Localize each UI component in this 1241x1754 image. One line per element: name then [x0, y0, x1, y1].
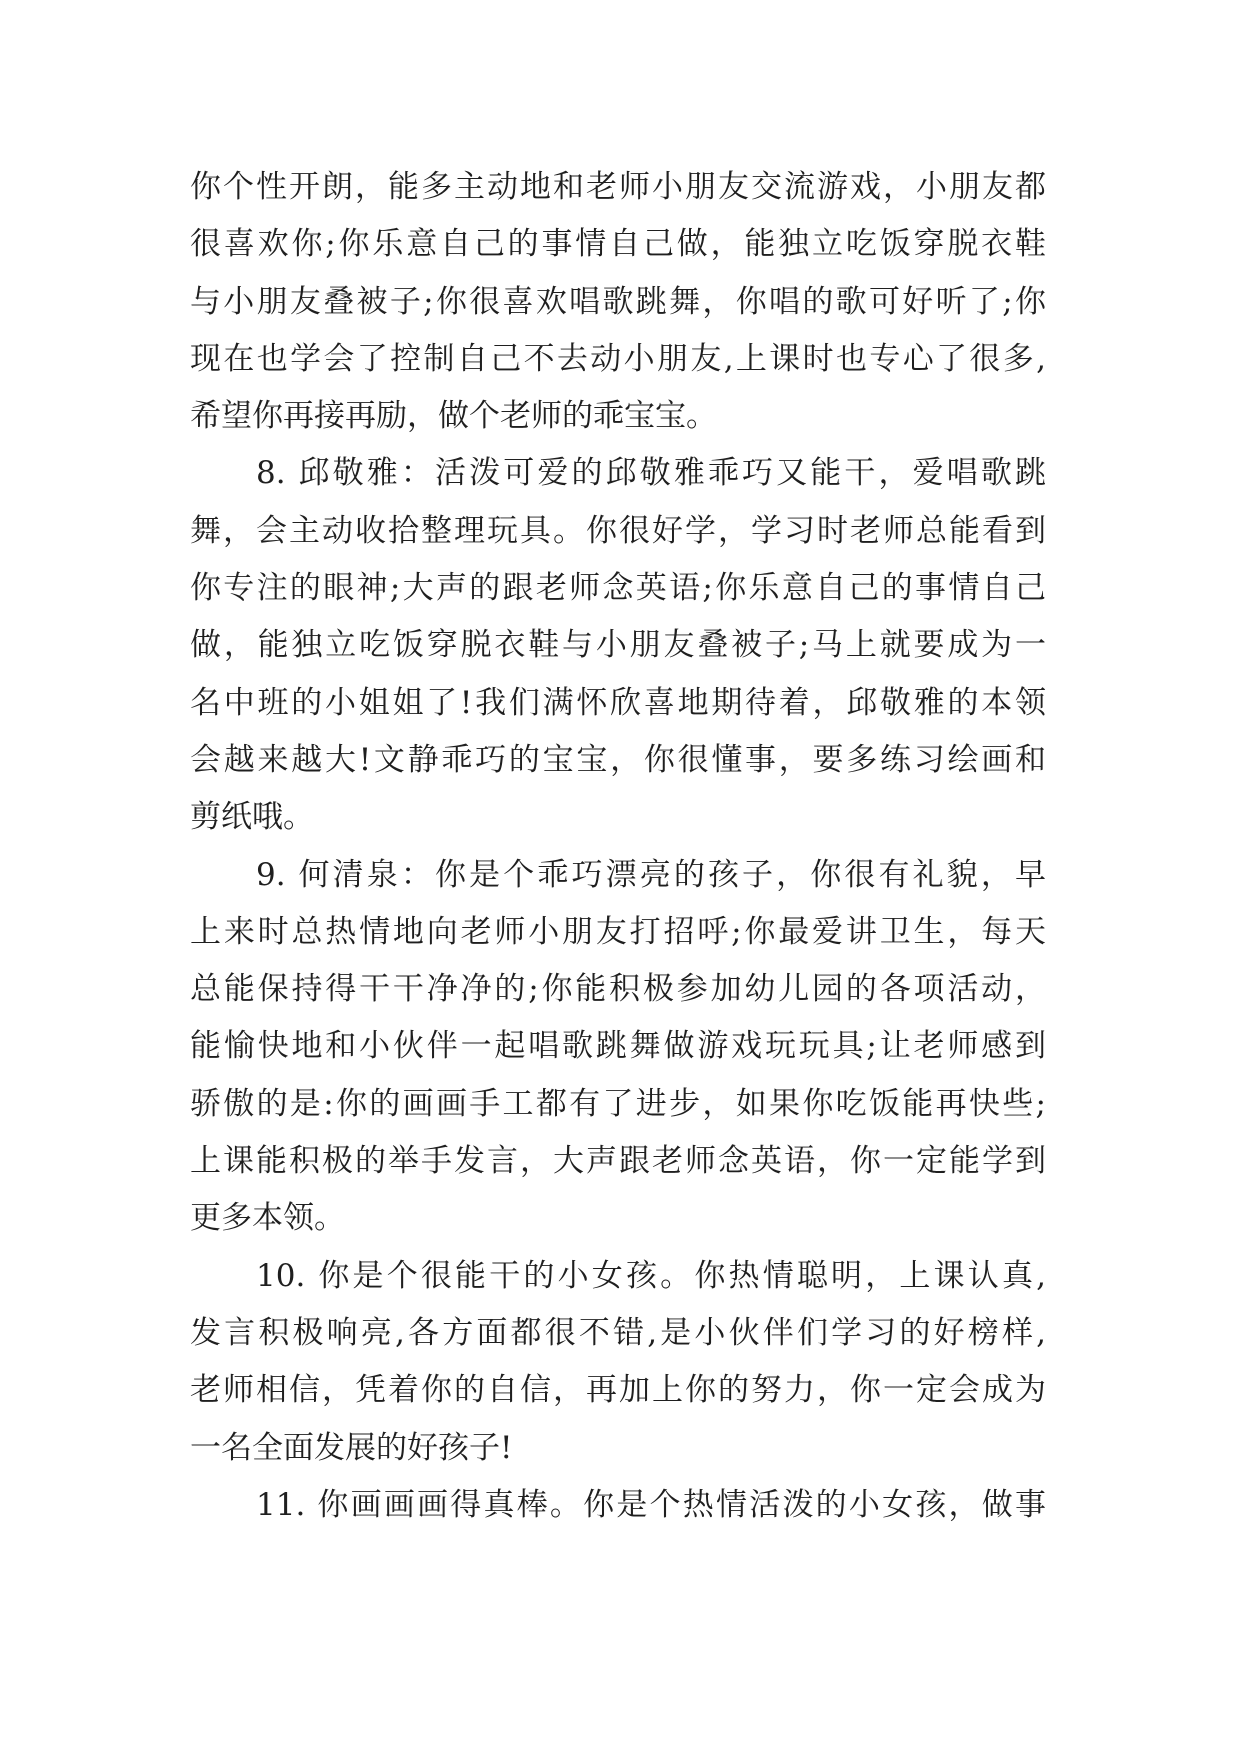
- paragraph: [190, 847, 1046, 1248]
- paragraph: [190, 1248, 1046, 1477]
- text-line: 更多本领。: [190, 1200, 345, 1237]
- text-line: 上课能积极的举手发言，大声跟老师念英语，你一定能学到: [190, 1143, 1046, 1180]
- text-line: 能愉快地和小伙伴一起唱歌跳舞做游戏玩玩具;让老师感到: [190, 1028, 1046, 1065]
- text-line: 10. 你是个很能干的小女孩。你热情聪明，上课认真,: [256, 1257, 1046, 1294]
- text-line: 名中班的小姐姐了!我们满怀欣喜地期待着，邱敬雅的本领: [190, 684, 1046, 721]
- document-body: [190, 159, 1046, 1534]
- text-line: 发言积极响亮,各方面都很不错,是小伙伴们学习的好榜样,: [190, 1314, 1046, 1351]
- text-line: 上来时总热情地向老师小朋友打招呼;你最爱讲卫生，每天: [190, 913, 1046, 950]
- text-line: 8. 邱敬雅：活泼可爱的邱敬雅乖巧又能干，爱唱歌跳: [256, 455, 1046, 492]
- text-line: 现在也学会了控制自己不去动小朋友,上课时也专心了很多,: [190, 340, 1046, 377]
- text-line: 老师相信，凭着你的自信，再加上你的努力，你一定会成为: [190, 1372, 1046, 1409]
- text-line: 剪纸哦。: [190, 799, 314, 836]
- paragraph: [190, 1477, 1046, 1534]
- text-line: 很喜欢你;你乐意自己的事情自己做，能独立吃饭穿脱衣鞋: [190, 226, 1046, 263]
- text-line: 会越来越大!文静乖巧的宝宝，你很懂事，要多练习绘画和: [190, 741, 1046, 778]
- text-line: 9. 何清泉：你是个乖巧漂亮的孩子，你很有礼貌，早: [256, 856, 1046, 893]
- text-line: 11. 你画画画得真棒。你是个热情活泼的小女孩，做事: [256, 1486, 1046, 1523]
- text-line: 与小朋友叠被子;你很喜欢唱歌跳舞，你唱的歌可好听了;你: [190, 283, 1046, 320]
- text-line: 一名全面发展的好孩子!: [190, 1429, 513, 1466]
- text-line: 你专注的眼神;大声的跟老师念英语;你乐意自己的事情自己: [190, 570, 1046, 607]
- text-line: 你个性开朗，能多主动地和老师小朋友交流游戏，小朋友都: [190, 169, 1046, 205]
- text-line: 总能保持得干干净净的;你能积极参加幼儿园的各项活动，: [190, 971, 1046, 1008]
- text-line: 骄傲的是:你的画画手工都有了进步，如果你吃饭能再快些;: [190, 1085, 1046, 1122]
- paragraph: [190, 159, 1046, 445]
- text-line: 希望你再接再励，做个老师的乖宝宝。: [190, 398, 717, 435]
- text-line: 做，能独立吃饭穿脱衣鞋与小朋友叠被子;马上就要成为一: [190, 627, 1046, 664]
- paragraph: [190, 445, 1046, 846]
- text-line: 舞，会主动收拾整理玩具。你很好学，学习时老师总能看到: [190, 512, 1046, 549]
